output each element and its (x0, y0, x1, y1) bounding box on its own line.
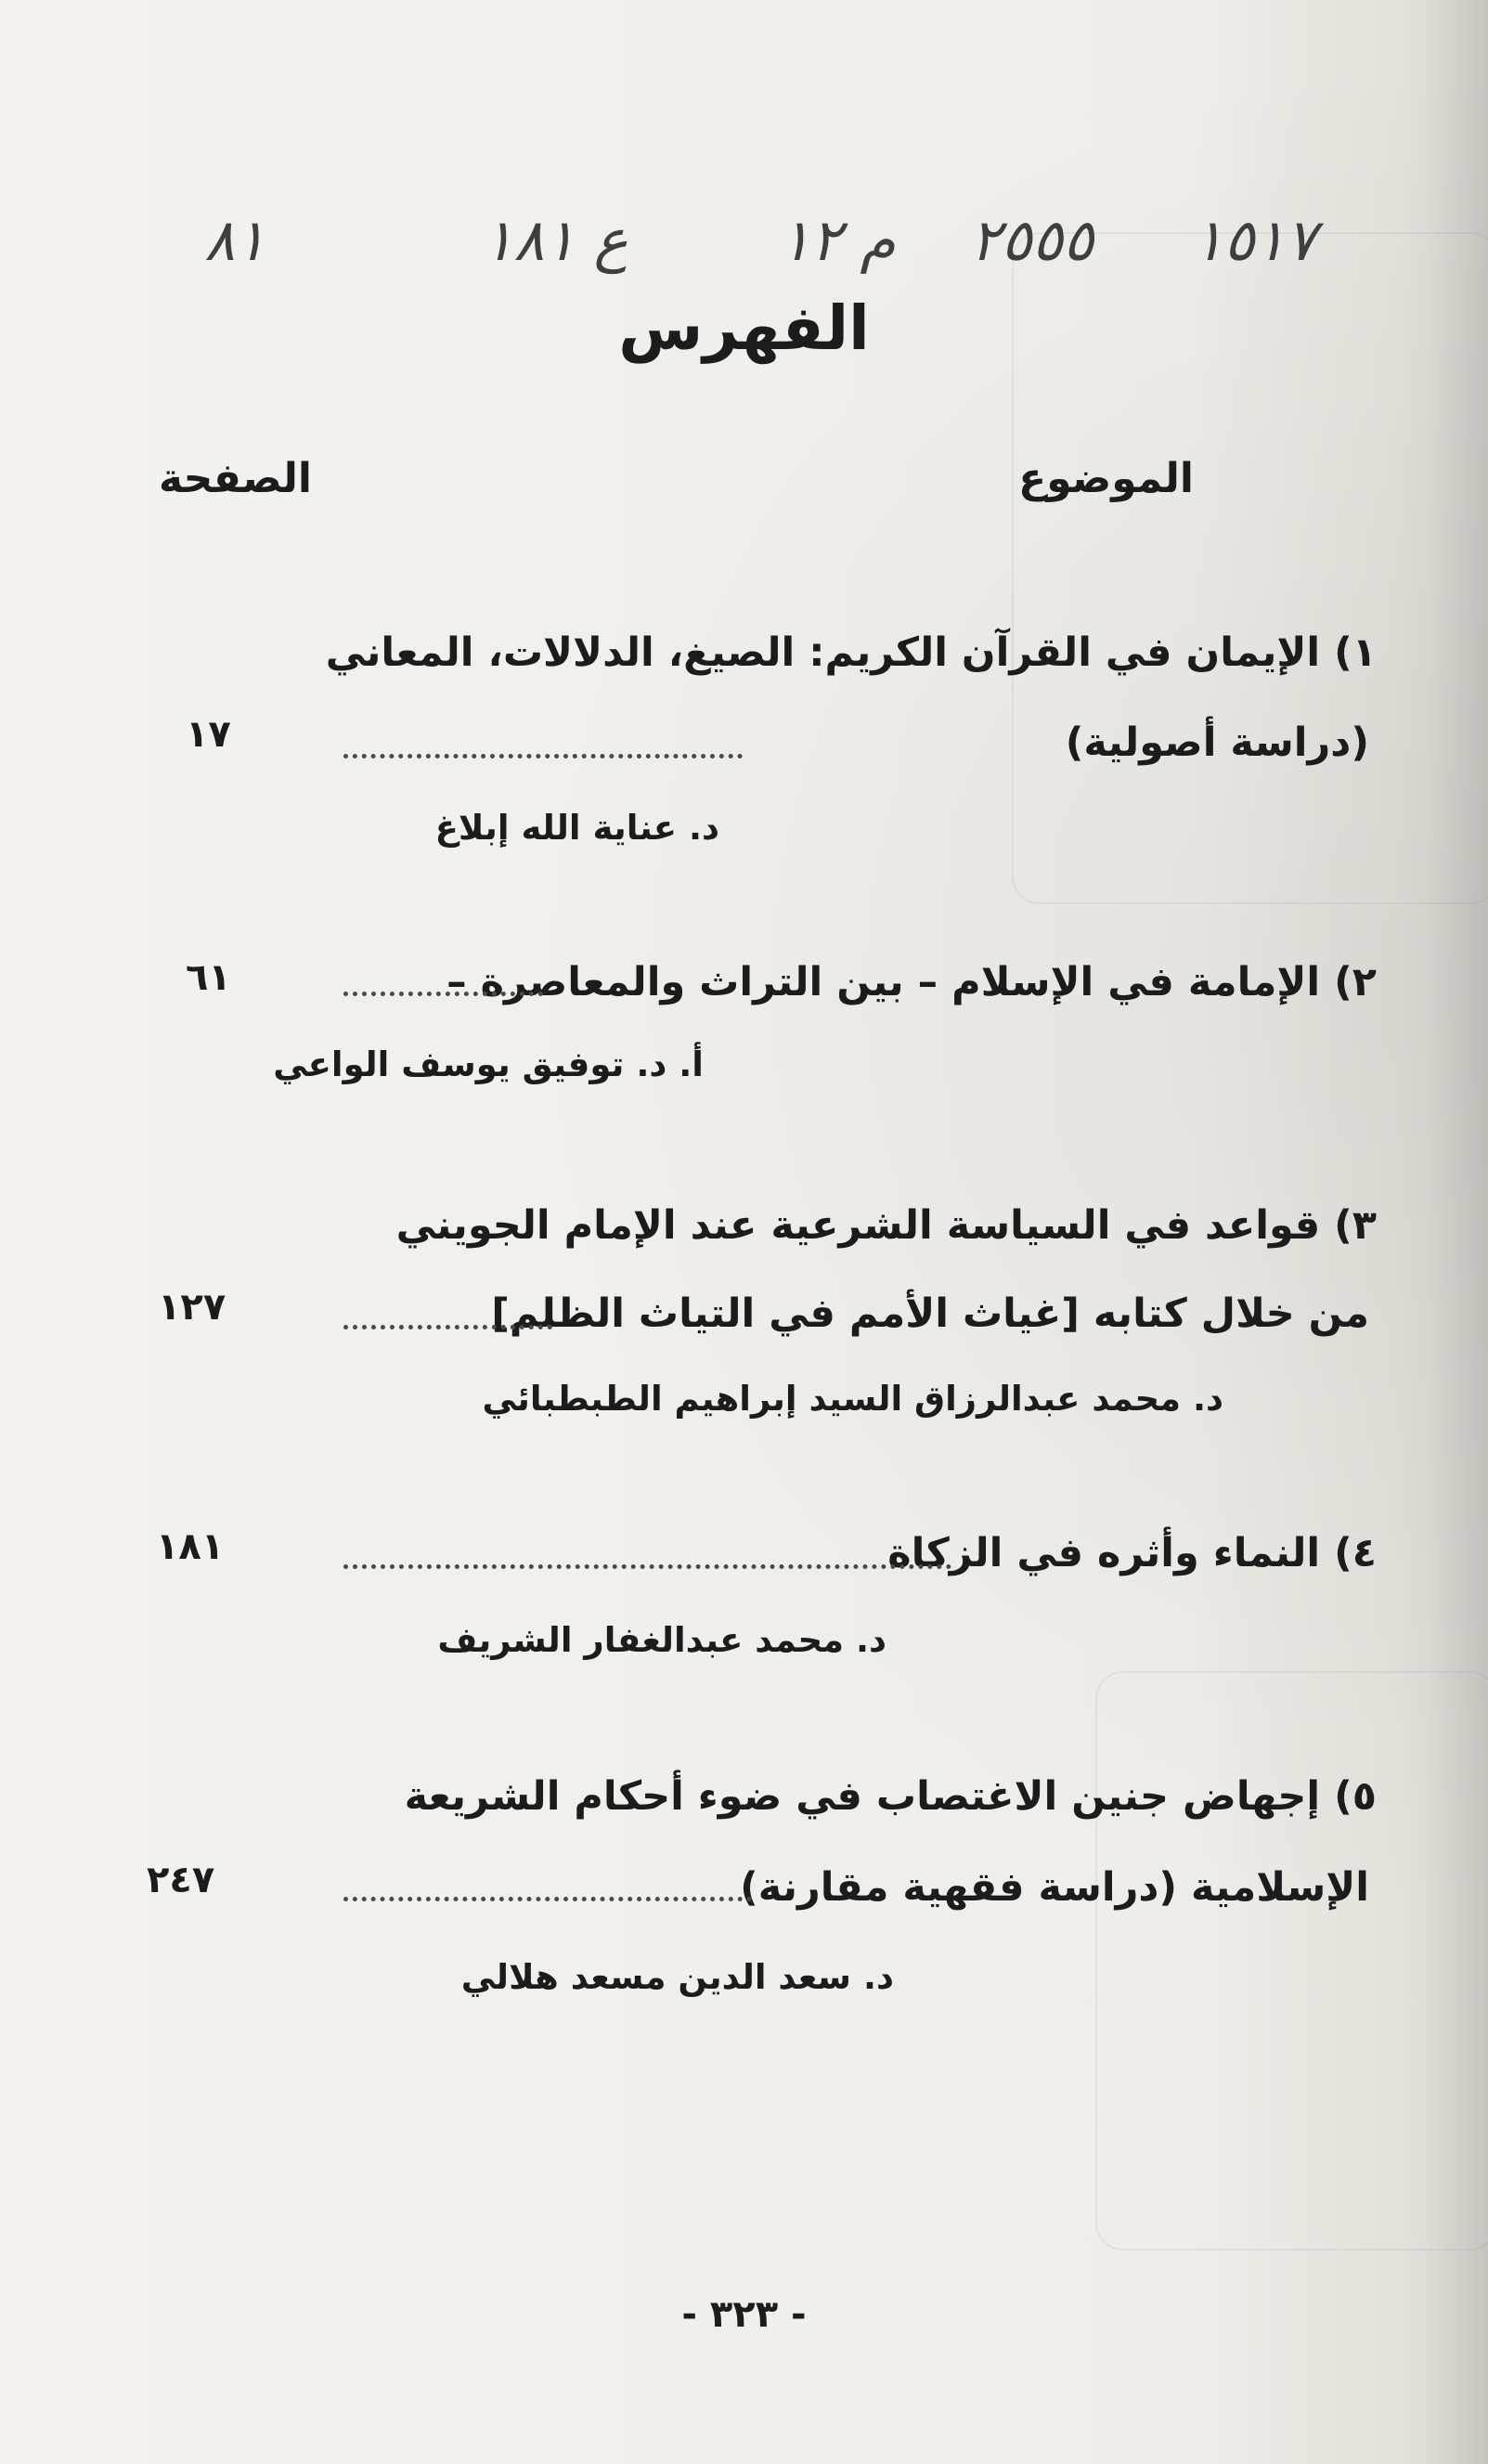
handwritten-note-5: ٨١ (204, 206, 266, 274)
entry-2-leader-dots (343, 992, 543, 996)
topic-column-header: الموضوع (1018, 455, 1194, 502)
entry-4-leader-dots (343, 1564, 951, 1569)
entry-4-line-1: ٤) النماء وأثره في الزكاة (887, 1530, 1377, 1576)
entry-1-page-number: ١٧ (186, 713, 231, 756)
entry-3-leader-dots (343, 1325, 552, 1329)
page-title: الفهرس (618, 292, 870, 364)
show-through-frame-lower (1095, 1671, 1488, 2250)
entry-3-page-number: ١٢٧ (158, 1286, 226, 1329)
entry-5-author: د. سعد الدين مسعد هلالي (460, 1957, 894, 1997)
entry-5-line-2: الإسلامية (دراسة فقهية مقارنة) (740, 1864, 1369, 1911)
entry-1-line-1: ١) الإيمان في القرآن الكريم: الصيغ، الدلالات، المعاني (325, 629, 1377, 676)
entry-1-leader-dots (343, 754, 743, 759)
entry-2-author: أ. د. توفيق يوسف الواعي (273, 1044, 704, 1084)
entry-5-line-1: ٥) إجهاض جنين الاغتصاب في ضوء أحكام الشريعة (404, 1773, 1377, 1820)
entry-4-author: د. محمد عبدالغفار الشريف (437, 1620, 886, 1660)
entry-5-leader-dots (343, 1897, 752, 1901)
entry-1-line-2: (دراسة أصولية) (1065, 720, 1369, 766)
entry-1-author: د. عناية الله إبلاغ (434, 808, 719, 848)
entry-2-line-1: ٢) الإمامة في الإسلام – بين التراث والمعاصرة – (446, 959, 1377, 1005)
handwritten-note-2: ٢٥٥٥ (970, 206, 1094, 274)
handwritten-note-4: ع ١٨١ (483, 206, 628, 274)
entry-3-line-1: ٣) قواعد في السياسة الشرعية عند الإمام الجويني (395, 1202, 1377, 1249)
handwritten-note-3: م ١٢ (780, 206, 896, 274)
entry-2-page-number: ٦١ (186, 956, 231, 999)
entry-3-author: د. محمد عبدالرزاق السيد إبراهيم الطبطبائي (482, 1379, 1223, 1419)
page-folio-number: - ٣٢٣ - (681, 2293, 807, 2336)
handwritten-note-1: ١٥١٧ (1193, 206, 1317, 274)
page-column-header: الصفحة (158, 455, 312, 502)
entry-4-page-number: ١٨١ (156, 1525, 225, 1568)
entry-3-line-2: من خلال كتابه [غياث الأمم في التياث الظلم] (491, 1290, 1369, 1337)
entry-5-page-number: ٢٤٧ (147, 1859, 215, 1901)
